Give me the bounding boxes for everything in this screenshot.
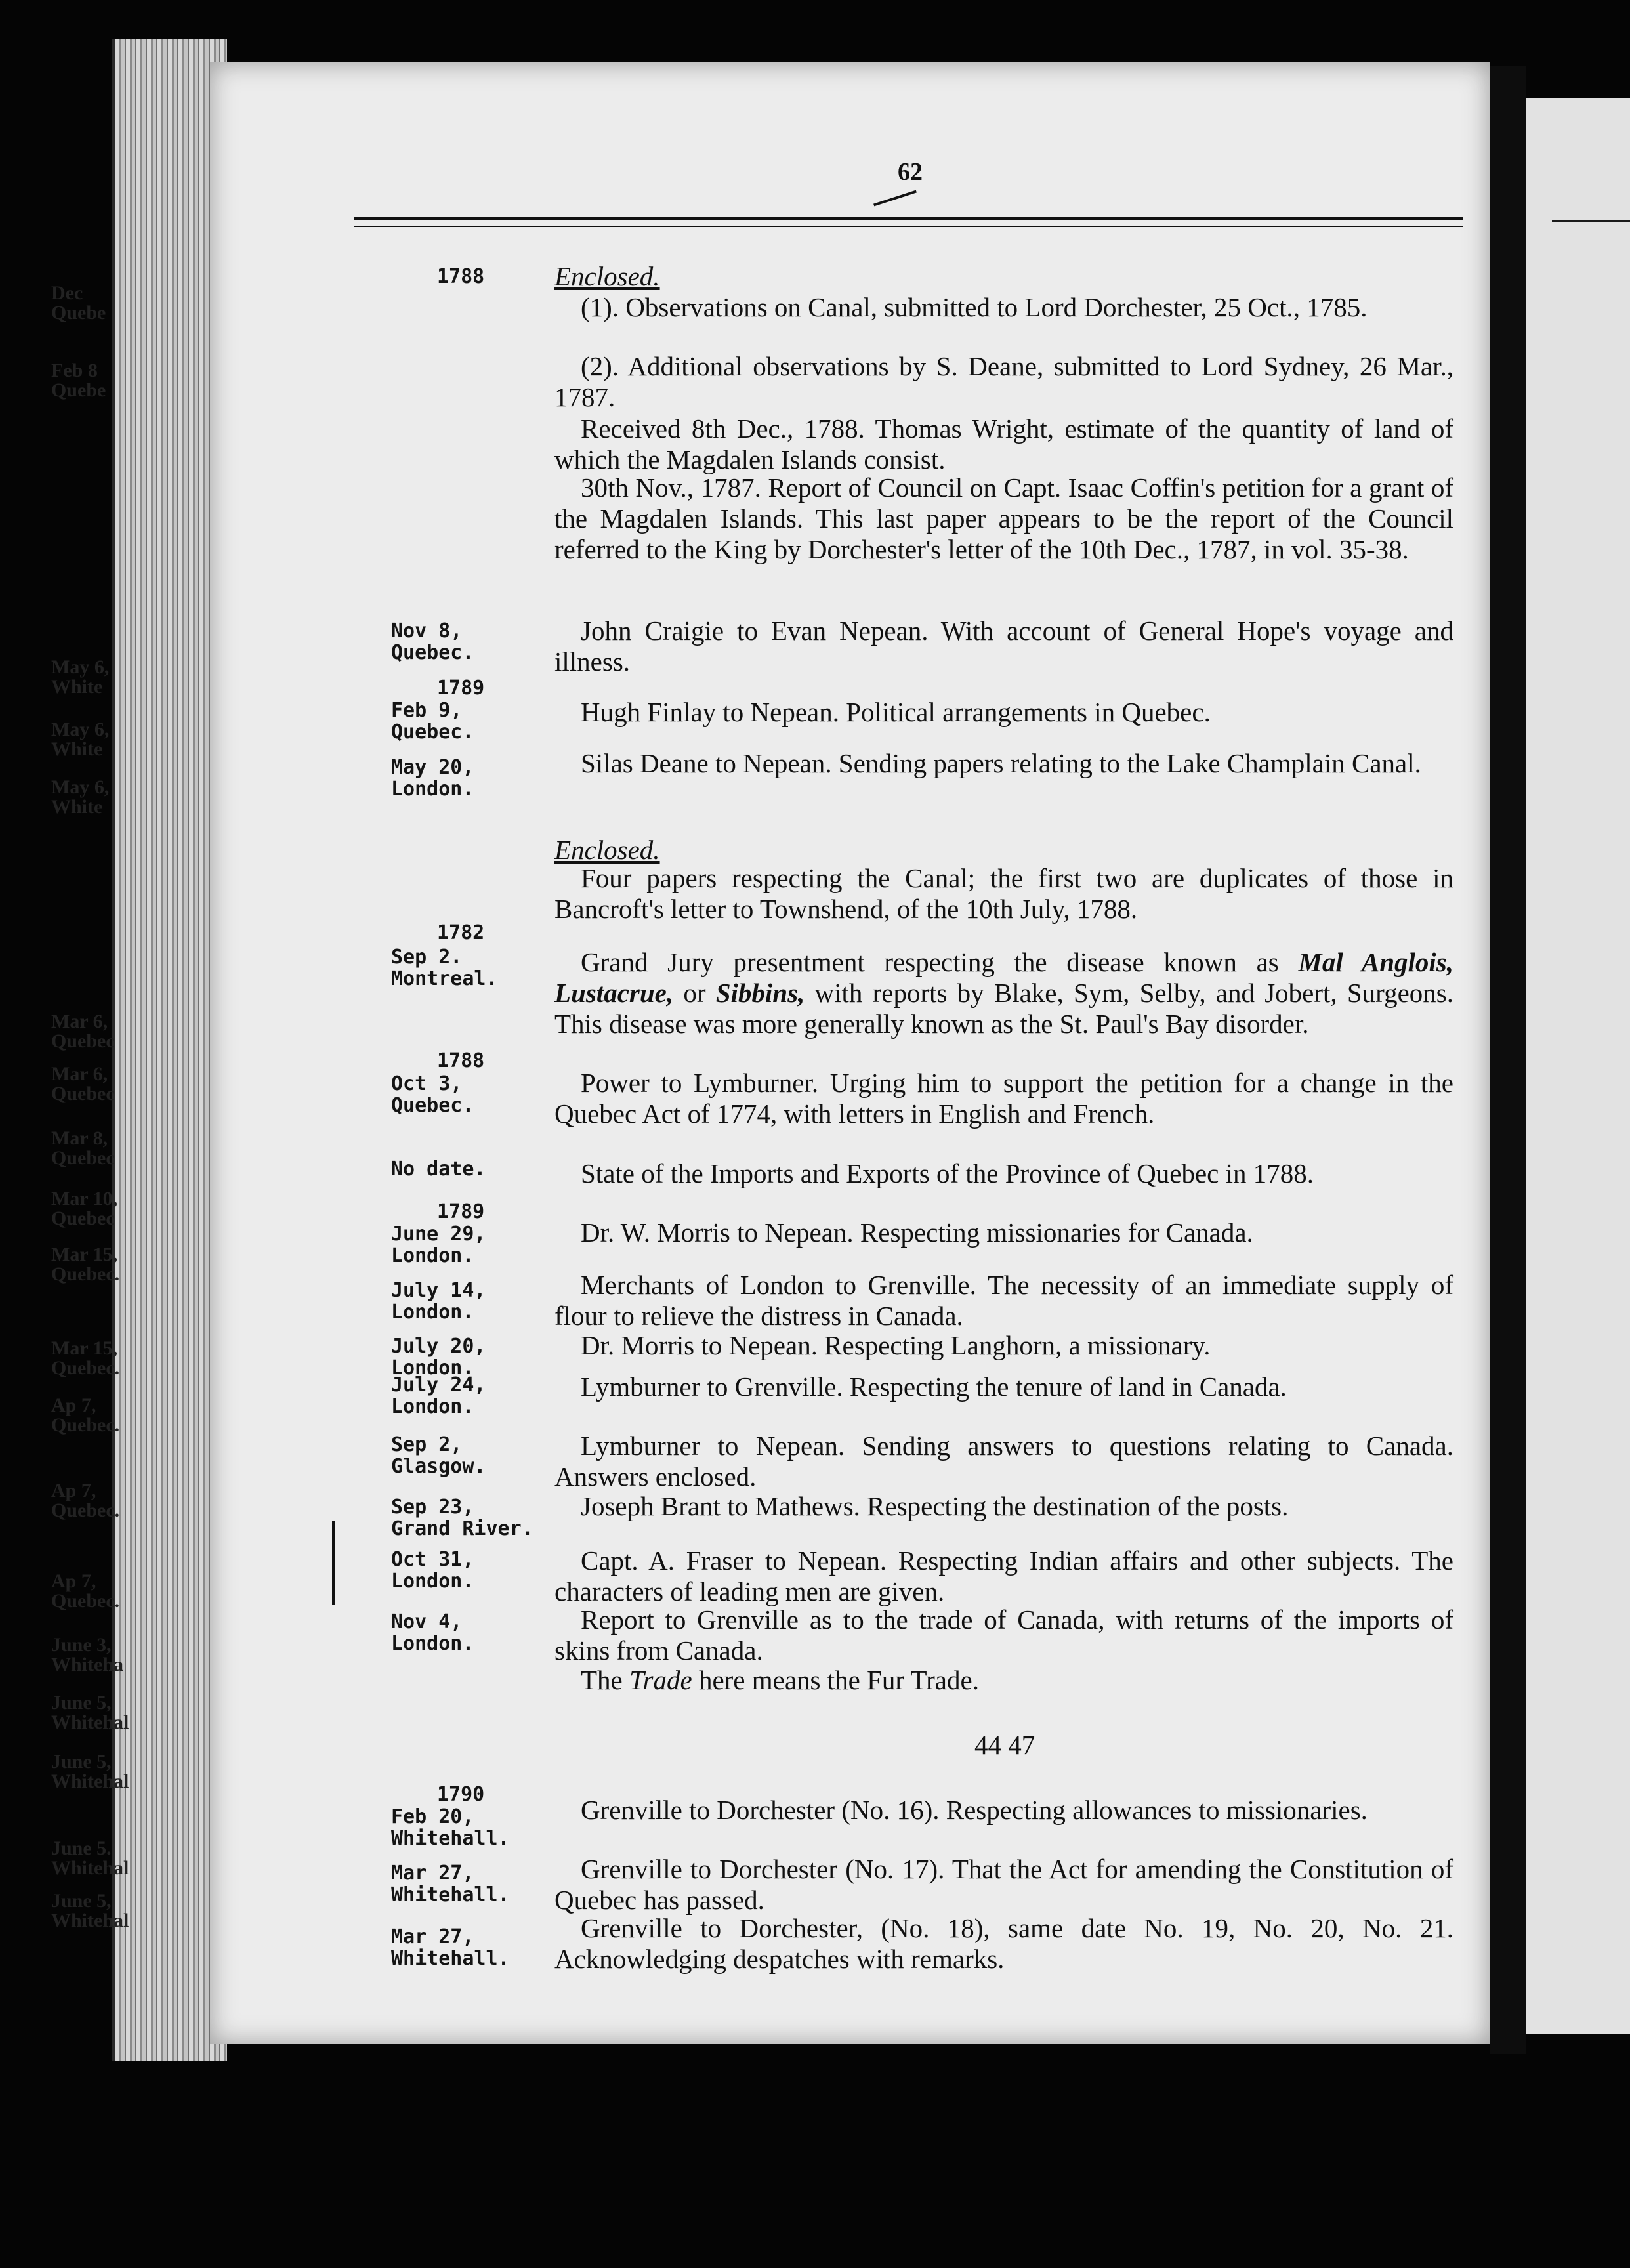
facing-fragment: Mar 8,: [51, 1127, 108, 1149]
facing-fragment: June 5.: [51, 1838, 112, 1859]
date-label: June 29, London.: [391, 1223, 486, 1267]
date-label: Sep 23, Grand River.: [391, 1496, 533, 1540]
date-year: 1788: [437, 1049, 485, 1072]
entry-text: [554, 1665, 1453, 1696]
facing-fragment: Quebec.: [51, 1500, 120, 1521]
book-spine: [1490, 66, 1526, 2054]
date-label: Oct 3, Quebec.: [391, 1072, 474, 1117]
entry-text: 30th Nov., 1787. Report of Council on Capt. Isaac Coffin's petition for a grant of the Magdalen Islands. This last paper appears to be the report of the Council referred to the King by Dorchester's letter of the 10th Dec., 1787, in vol. 35-38.: [554, 472, 1453, 564]
disease-name: Sibbins,: [715, 978, 805, 1008]
entry-text: Grenville to Dorchester (No. 16). Respecting allowances to missionaries.: [581, 1795, 1368, 1825]
facing-fragment: June 3,: [51, 1634, 112, 1656]
facing-fragment: Quebec.: [51, 1414, 120, 1436]
facing-page-rule: [1552, 220, 1630, 222]
entry-text: Silas Deane to Nepean. Sending papers relating to the Lake Champlain Canal.: [581, 748, 1421, 778]
facing-fragment: Whitehal: [51, 1712, 129, 1733]
margin-pencil-line: [332, 1521, 335, 1605]
date-label: Mar 27, Whitehall.: [391, 1925, 510, 1970]
date-label: No date.: [391, 1158, 486, 1181]
facing-fragment: Feb 8: [51, 360, 98, 381]
entry-text: Capt. A. Fraser to Nepean. Respecting Indian affairs and other subjects. The characters of leading men are given.: [554, 1545, 1453, 1606]
enclosed-heading: Enclosed.: [554, 835, 660, 865]
entry-text-part: The: [581, 1665, 629, 1695]
entry-text-part: here means the Fur Trade.: [692, 1665, 979, 1695]
facing-fragment: Ap 7,: [51, 1395, 96, 1416]
entry-text: (2). Additional observations by S. Deane, submitted to Lord Sydney, 26 Mar., 1787.: [554, 351, 1453, 412]
facing-fragment: Quebe: [51, 302, 106, 324]
facing-fragment: June 5,: [51, 1890, 112, 1912]
page-number: 62: [898, 158, 923, 186]
date-year: 1789: [437, 1200, 485, 1223]
facing-fragment: White: [51, 676, 103, 698]
date-label: Nov 4, London.: [391, 1610, 474, 1655]
date-year: 1782: [437, 921, 485, 944]
entry-text: John Craigie to Evan Nepean. With account of General Hope's voyage and illness.: [554, 616, 1453, 677]
entry-text: [554, 947, 1453, 1040]
facing-fragment: Quebec: [51, 1083, 115, 1104]
enclosed-heading: Enclosed.: [554, 261, 660, 291]
facing-fragment: May 6,: [51, 656, 110, 678]
entry-text-part: or: [673, 978, 716, 1008]
date-year: 1788: [437, 265, 485, 288]
date-year: 1790: [437, 1783, 485, 1806]
facing-fragment: Dec: [51, 282, 83, 304]
entry-text: Dr. W. Morris to Nepean. Respecting missionaries for Canada.: [581, 1217, 1253, 1248]
facing-fragment: Quebec: [51, 1208, 115, 1229]
facing-fragment: White: [51, 738, 103, 760]
facing-fragment: Mar 15,: [51, 1337, 118, 1359]
entry-text: Power to Lymburner. Urging him to support the petition for a change in the Quebec Act of 1774, with letters in English and French.: [554, 1068, 1453, 1129]
facing-fragment: Mar 6,: [51, 1063, 108, 1085]
facing-fragment: Quebec.: [51, 1357, 120, 1379]
facing-fragment: Mar 15,: [51, 1244, 118, 1265]
entry-text: Report to Grenville as to the trade of Canada, with returns of the imports of skins from Canada.: [554, 1605, 1453, 1666]
header-rule: [354, 217, 1463, 220]
facing-fragment: Quebec.: [51, 1263, 120, 1285]
date-year: 1789: [437, 677, 485, 700]
date-label: July 24, London.: [391, 1374, 486, 1418]
date-label: May 20, London.: [391, 756, 474, 801]
date-label: Feb 9, Quebec.: [391, 699, 474, 744]
date-label: Oct 31, London.: [391, 1548, 474, 1593]
entry-text: Grenville to Dorchester (No. 17). That the Act for amending the Constitution of Quebec has passed.: [554, 1854, 1453, 1915]
entry-text: Merchants of London to Grenville. The necessity of an immediate supply of flour to relieve the distress in Canada.: [554, 1270, 1453, 1331]
facing-fragment: May 6,: [51, 719, 110, 740]
entry-text-part: Grand Jury presentment respecting the disease known as: [581, 947, 1299, 977]
facing-page: [1526, 98, 1630, 2034]
date-label: July 14, London.: [391, 1279, 486, 1324]
date-label: Sep 2, Glasgow.: [391, 1433, 486, 1478]
facing-fragment: Quebec: [51, 1030, 115, 1052]
date-label: July 20, London.: [391, 1335, 486, 1379]
facing-fragment: White: [51, 796, 103, 818]
entry-text: Lymburner to Nepean. Sending answers to questions relating to Canada. Answers enclosed.: [554, 1431, 1453, 1492]
entry-text: Four papers respecting the Canal; the first two are duplicates of those in Bancroft's letter to Townshend, of the 10th July, 1788.: [554, 863, 1453, 924]
date-label: Sep 2. Montreal.: [391, 946, 498, 990]
entry-text: (1). Observations on Canal, submitted to Lord Dorchester, 25 Oct., 1785.: [581, 292, 1368, 322]
facing-fragment: Quebe: [51, 379, 106, 401]
facing-fragment: May 6,: [51, 776, 110, 798]
facing-fragment: Mar 6,: [51, 1011, 108, 1032]
date-label: Mar 27, Whitehall.: [391, 1862, 510, 1906]
entry-text: Received 8th Dec., 1788. Thomas Wright, estimate of the quantity of land of which the Magdalen Islands consist.: [554, 413, 1453, 474]
entry-text: Lymburner to Grenville. Respecting the tenure of land in Canada.: [581, 1372, 1287, 1402]
volume-heading: 44 47: [974, 1730, 1035, 1760]
facing-fragment: Quebec.: [51, 1590, 120, 1612]
facing-fragment: Whitehal: [51, 1857, 129, 1879]
entry-text: Dr. Morris to Nepean. Respecting Langhorn, a missionary.: [581, 1330, 1211, 1360]
facing-fragment: June 5,: [51, 1751, 112, 1773]
facing-fragment: Ap 7,: [51, 1570, 96, 1592]
facing-fragment: Mar 10,: [51, 1188, 118, 1209]
entry-text-part: with reports by Blake, Sym, Selby, and Jobert, Surgeons. This disease was more generally known as the St. Paul's Bay disorder.: [554, 978, 1453, 1039]
facing-fragment: Whitehal: [51, 1771, 129, 1792]
facing-fragment: Ap 7,: [51, 1480, 96, 1502]
disease-names: Mal Anglois, Lustacrue,: [554, 947, 1453, 1008]
date-label: Nov 8, Quebec.: [391, 620, 474, 664]
entry-text: Joseph Brant to Mathews. Respecting the destination of the posts.: [581, 1491, 1289, 1521]
entry-text: Grenville to Dorchester, (No. 18), same date No. 19, No. 20, No. 21. Acknowledging despatches with remarks.: [554, 1913, 1453, 1974]
date-label: Feb 20, Whitehall.: [391, 1805, 510, 1850]
facing-fragment: Quebec: [51, 1147, 115, 1169]
facing-fragment: Whitehal: [51, 1910, 129, 1931]
facing-fragment: June 5,: [51, 1692, 112, 1713]
entry-emphasis: Trade: [629, 1665, 692, 1695]
entry-text: State of the Imports and Exports of the Province of Quebec in 1788.: [581, 1158, 1314, 1188]
entry-text: Hugh Finlay to Nepean. Political arrangements in Quebec.: [581, 697, 1211, 727]
facing-fragment: Whiteha: [51, 1654, 124, 1675]
header-rule-thin: [354, 226, 1463, 227]
